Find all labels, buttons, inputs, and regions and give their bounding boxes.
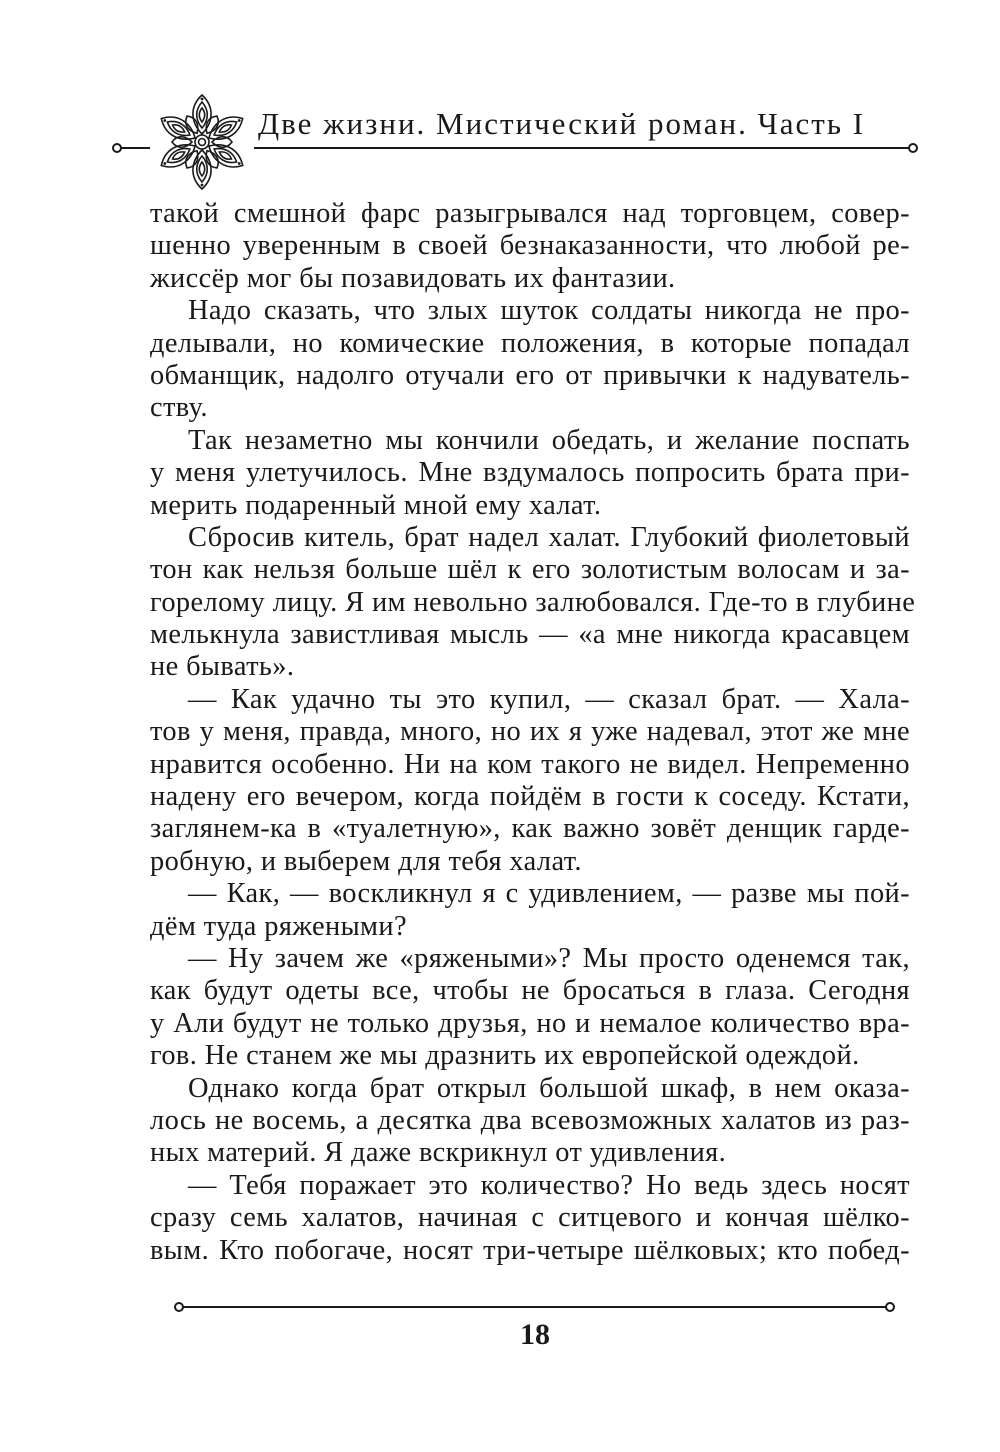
text-line: делывали, но комические положения, в которые попадал [150,327,910,359]
text-line: шенно уверенным в своей безнаказанности, что любой ре- [150,230,910,262]
running-title: Две жизни. Мистический роман. Часть I [258,106,866,141]
text-line: ных материй. Я даже вскрикнул от удивления. [150,1137,727,1169]
text-line: мерить подаренный мной ему халат. [150,489,602,521]
text-line: — Ну зачем же «ряжеными»? Мы просто оденемся так, [188,942,910,974]
text-line: сразу семь халатов, начиная с ситцевого и кончая шёлко- [150,1202,910,1234]
text-line: ству. [150,392,208,424]
body-text [150,198,916,1267]
text-line: тон как нельзя больше шёл к его золотистым волосам и за- [150,554,910,586]
footer-rule [182,1306,887,1308]
text-line: гов. Не станем же мы дразнить их европейской одеждой. [150,1040,860,1072]
text-line: тов у меня, правда, много, но их я уже надевал, этот же мне [150,716,910,748]
text-line: робную, и выберем для тебя халат. [150,845,582,877]
text-line: жиссёр мог бы позавидовать их фантазии. [150,262,676,294]
text-line: Надо сказать, что злых шуток солдаты никогда не про- [188,295,910,327]
text-line: вым. Кто побогаче, носят три-четыре шёлковых; кто побед- [150,1234,910,1266]
text-line: как будут одеты все, чтобы не бросаться в глаза. Сегодня [150,975,910,1007]
text-line: заглянем-ка в «туалетную», как важно зовёт денщик гарде- [150,813,910,845]
text-line: горелому лицу. Я им невольно залюбовался. Где-то в глубине [150,586,916,618]
text-line: такой смешной фарс разыгрывался над торговцем, совер- [150,198,910,229]
running-header [120,92,910,202]
text-line: у меня улетучилось. Мне вздумалось попросить брата при- [150,457,910,489]
text-line: у Али будут не только друзья, но и немалое количество вра- [150,1007,910,1039]
text-line: обманщик, надолго отучали его от привычки к надуватель- [150,359,910,391]
page-number: 18 [520,1318,550,1351]
text-line: — Как, — воскликнул я с удивлением, — разве мы пой- [188,878,910,910]
text-line: — Тебя поражает это количество? Но ведь здесь носят [188,1169,910,1201]
text-line: не бывать». [150,651,295,683]
text-line: нравится особенно. Ни на ком такого не видел. Непременно [150,748,910,780]
text-line: Сбросив китель, брат надел халат. Глубокий фиолетовый [188,521,910,553]
text-line: Так незаметно мы кончили обедать, и желание поспать [188,424,910,456]
text-line: — Как удачно ты это купил, — сказал брат. — Хала- [188,683,910,715]
text-line: мелькнула завистливая мысль — «а мне никогда красавцем [150,619,910,651]
text-line: лось не восемь, а десятка два всевозможных халатов из раз- [150,1104,910,1136]
text-line: дём туда ряжеными? [150,910,408,942]
text-line: Однако когда брат открыл большой шкаф, в нем оказа- [188,1072,910,1104]
lotus-mandala-icon [152,92,252,192]
text-line: надену его вечером, когда пойдём в гости к соседу. Кстати, [150,781,910,813]
